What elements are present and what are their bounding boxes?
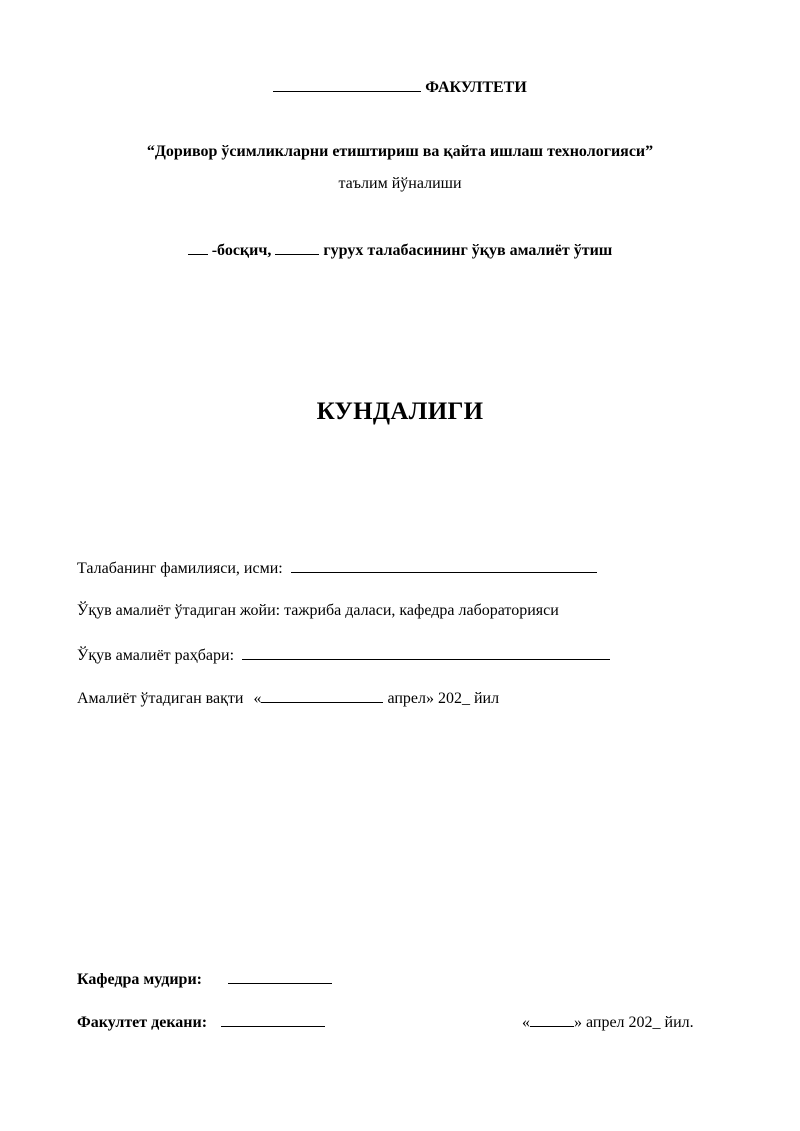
supervisor-blank[interactable] [242,645,610,660]
group-suffix: гурух талабасининг ўқув амалиёт ўтиш [323,242,613,259]
period-label: Амалиёт ўтадиган вақти [77,690,244,707]
student-name-field [77,558,597,579]
supervisor-field [77,645,610,666]
period-field [77,688,499,709]
course-suffix: -босқич, [211,242,272,259]
dept-head-field [77,969,332,990]
date-open-quote: « [522,1014,530,1031]
sign-date [522,1012,694,1033]
student-name-blank[interactable] [291,558,597,573]
direction-name: “Доривор ўсимликларни етиштириш ва қайта ишлаш технологияси” [146,143,654,160]
student-line [0,240,800,261]
dept-head-signature-blank[interactable] [228,969,332,984]
direction-caption: таълим йўналиши [338,175,462,192]
period-blank[interactable] [261,688,383,703]
period-open-quote: « [253,690,262,707]
location-text: Ўқув амалиёт ўтадиган жойи: тажриба даласи, кафедра лабораторияси [77,602,559,619]
dean-field [77,1012,325,1033]
date-day-blank[interactable] [530,1012,574,1027]
dean-label: Факултет декани: [77,1014,208,1031]
period-suffix: апрел» 202_ йил [387,690,500,707]
supervisor-label: Ўқув амалиёт раҳбари: [77,647,235,664]
dean-signature-blank[interactable] [221,1012,325,1027]
faculty-blank [273,77,421,92]
student-name-label: Талабанинг фамилияси, исми: [77,560,283,577]
date-suffix: » апрел 202_ йил. [574,1014,694,1031]
faculty-suffix: ФАКУЛТЕТИ [425,79,527,96]
faculty-line [0,77,800,98]
group-blank [275,240,319,255]
doc-title: КУНДАЛИГИ [316,398,484,425]
dept-head-label: Кафедра мудири: [77,971,202,988]
course-blank [188,240,208,255]
